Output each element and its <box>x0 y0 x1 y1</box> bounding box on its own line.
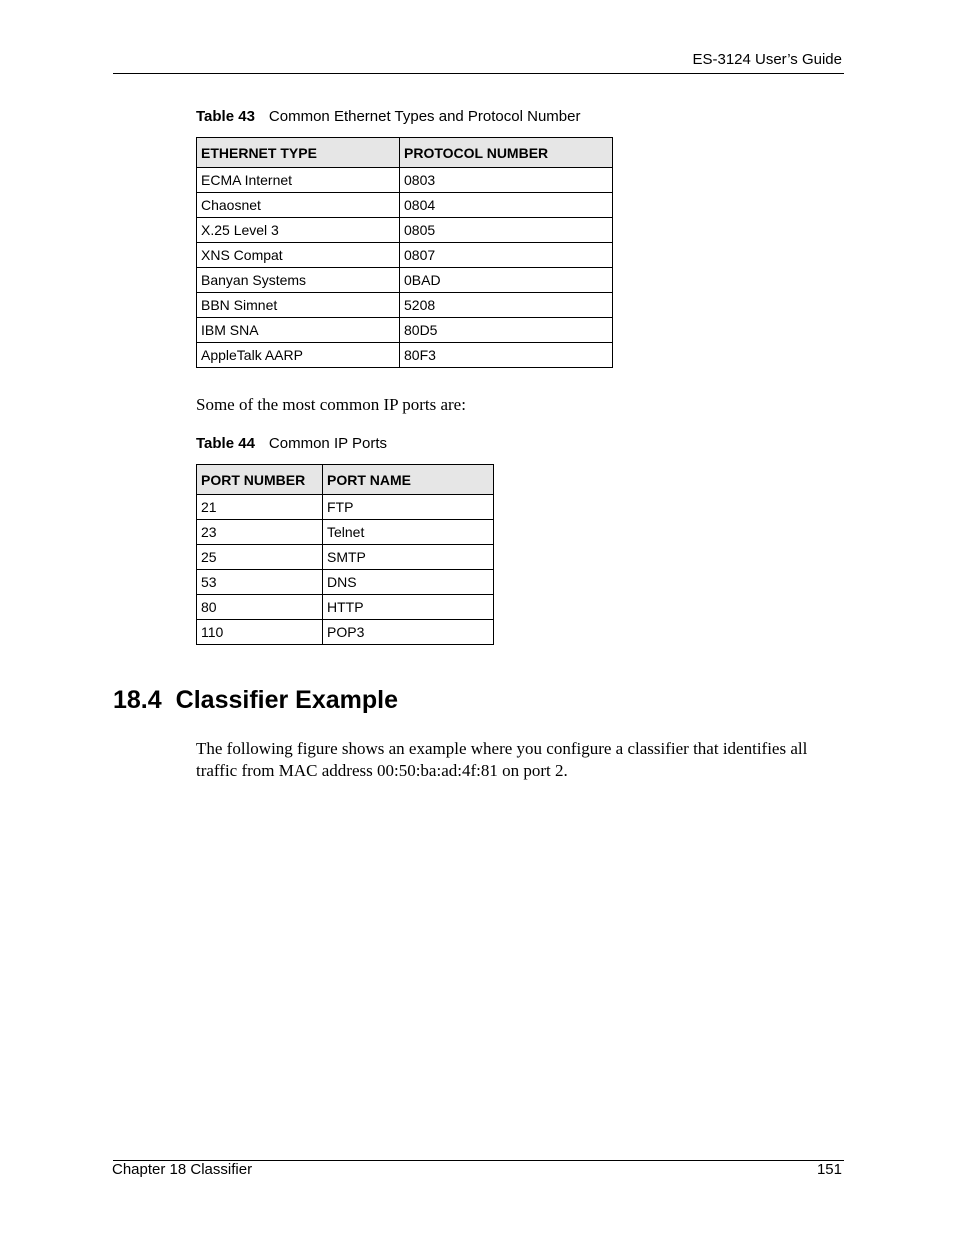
section-heading <box>113 686 398 715</box>
section-body-line: traffic from MAC address 00:50:ba:ad:4f:81 on port 2. <box>196 761 568 780</box>
ethernet-type-cell: AppleTalk AARP <box>197 343 400 368</box>
ethernet-type-cell: XNS Compat <box>197 243 400 268</box>
table-row <box>197 595 494 620</box>
protocol-number-cell: 5208 <box>400 293 613 318</box>
column-header-protocol-number: PROTOCOL NUMBER <box>400 138 613 168</box>
table-row <box>197 268 613 293</box>
protocol-number-cell: 80F3 <box>400 343 613 368</box>
ethernet-type-cell: ECMA Internet <box>197 168 400 193</box>
port-name-cell: HTTP <box>323 595 494 620</box>
port-number-cell: 110 <box>197 620 323 645</box>
port-name-cell: DNS <box>323 570 494 595</box>
section-title: Classifier Example <box>175 686 399 714</box>
table-44-title: Common IP Ports <box>268 435 388 452</box>
port-number-cell: 23 <box>197 520 323 545</box>
ethernet-types-table <box>196 137 613 368</box>
table-header-row <box>197 465 494 495</box>
table-row <box>197 343 613 368</box>
port-number-cell: 25 <box>197 545 323 570</box>
column-header-port-number: PORT NUMBER <box>197 465 323 495</box>
ethernet-type-cell: BBN Simnet <box>197 293 400 318</box>
ethernet-type-cell: Chaosnet <box>197 193 400 218</box>
footer-chapter: Chapter 18 Classifier <box>112 1161 253 1178</box>
table-44-caption <box>196 435 387 452</box>
table-header-row <box>197 138 613 168</box>
table-row <box>197 243 613 268</box>
protocol-number-cell: 0803 <box>400 168 613 193</box>
column-header-port-name: PORT NAME <box>323 465 494 495</box>
table-row <box>197 520 494 545</box>
table-row <box>197 193 613 218</box>
table-row <box>197 570 494 595</box>
running-header-title: ES-3124 User’s Guide <box>692 51 842 68</box>
column-header-ethernet-type: ETHERNET TYPE <box>197 138 400 168</box>
protocol-number-cell: 0807 <box>400 243 613 268</box>
table-row <box>197 168 613 193</box>
table-44-label: Table 44 <box>196 435 255 452</box>
protocol-number-cell: 80D5 <box>400 318 613 343</box>
header-divider <box>113 73 844 74</box>
port-name-cell: FTP <box>323 495 494 520</box>
table-row <box>197 620 494 645</box>
ethernet-type-cell: X.25 Level 3 <box>197 218 400 243</box>
section-number: 18.4 <box>113 686 162 714</box>
ethernet-type-cell: IBM SNA <box>197 318 400 343</box>
footer-page-number: 151 <box>816 1161 842 1178</box>
table-43-caption <box>196 108 580 125</box>
protocol-number-cell: 0805 <box>400 218 613 243</box>
table-row <box>197 545 494 570</box>
section-body-paragraph <box>196 738 807 782</box>
ip-ports-table <box>196 464 494 645</box>
port-number-cell: 21 <box>197 495 323 520</box>
table-row <box>197 318 613 343</box>
ethernet-type-cell: Banyan Systems <box>197 268 400 293</box>
table-row <box>197 293 613 318</box>
ip-ports-intro: Some of the most common IP ports are: <box>196 395 466 414</box>
port-name-cell: Telnet <box>323 520 494 545</box>
port-name-cell: POP3 <box>323 620 494 645</box>
port-number-cell: 53 <box>197 570 323 595</box>
protocol-number-cell: 0804 <box>400 193 613 218</box>
port-number-cell: 80 <box>197 595 323 620</box>
table-43-label: Table 43 <box>196 108 255 125</box>
table-row <box>197 495 494 520</box>
port-name-cell: SMTP <box>323 545 494 570</box>
table-43-title: Common Ethernet Types and Protocol Number <box>268 108 581 125</box>
table-row <box>197 218 613 243</box>
section-body-line: The following figure shows an example where you configure a classifier that identifies all <box>196 739 808 758</box>
protocol-number-cell: 0BAD <box>400 268 613 293</box>
